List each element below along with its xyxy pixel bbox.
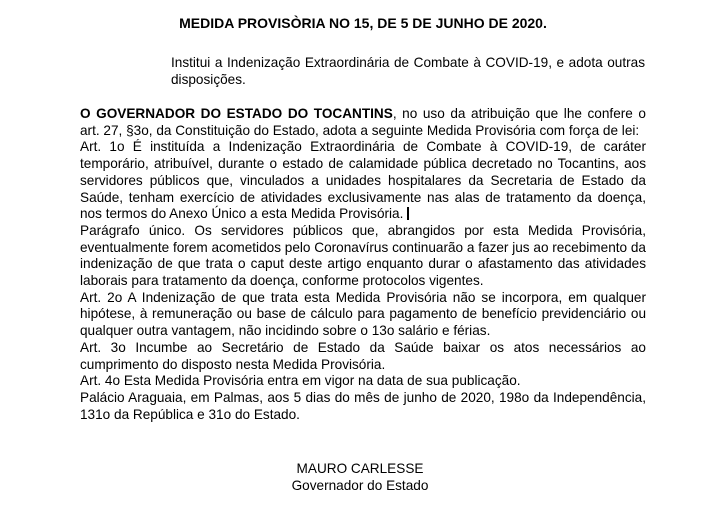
document-body	[80, 106, 646, 423]
sole-paragraph: Parágrafo único. Os servidores públicos que, abrangidos por esta Medida Provisória, eventualmente forem acometidos pelo Coronavírus continuarão a fazer jus ao recebimento da indenização de que trata o caput deste artigo enquanto durar o afastamento das atividades laborais para tratamento da doença, conforme protocolos vigentes.	[80, 222, 646, 289]
article-1-text: Art. 1o É instituída a Indenização Extraordinária de Combate à COVID-19, de caráter temporário, atribuível, durante o estado de calamidade pública decretado no Tocantins, aos servidores públicos que, vinculados a unidades hospitalares da Secretaria de Estado da Saúde, tenham exercício de atividades exclusivamente nas alas de tratamento da doença, nos termos do Anexo Único a esta Medida Provisória.	[80, 139, 646, 222]
governor-heading: O GOVERNADOR DO ESTADO DO TOCANTINS	[80, 106, 393, 121]
ementa-text: Institui a Indenização Extraordinária de Combate à COVID-19, e adota outras disposições.	[171, 55, 645, 87]
article-1-paragraph	[80, 139, 646, 223]
opening-paragraph	[80, 106, 646, 139]
article-2-paragraph: Art. 2o A Indenização de que trata esta Medida Provisória não se incorpora, em qualquer hipótese, à remuneração ou base de cálculo para pagamento de benefício previdenciário ou qualquer outra vantagem, não incidindo sobre o 13o salário e férias.	[80, 289, 646, 339]
signatory-name: MAURO CARLESSE	[296, 461, 424, 476]
article-4-paragraph: Art. 4o Esta Medida Provisória entra em vigor na data de sua publicação.	[80, 373, 521, 389]
text-cursor	[407, 207, 409, 220]
signature-block	[250, 460, 470, 494]
closing-paragraph: Palácio Araguaia, em Palmas, aos 5 dias do mês de junho de 2020, 198o da Independência, 131o da República e 31o do Estado.	[80, 389, 646, 422]
document-title: MEDIDA PROVISÒRIA NO 15, DE 5 DE JUNHO DE 2020.	[179, 15, 547, 31]
signatory-role: Governador do Estado	[291, 478, 429, 493]
opening-text: , no uso da atribuição que lhe confere o art. 27, §3o, da Constituição do Estado, adota a seguinte Medida Provisória com força de lei:	[80, 106, 646, 138]
article-3-paragraph: Art. 3o Incumbe ao Secretário de Estado da Saúde baixar os atos necessários ao cumprimento do disposto nesta Medida Provisória.	[80, 339, 646, 372]
